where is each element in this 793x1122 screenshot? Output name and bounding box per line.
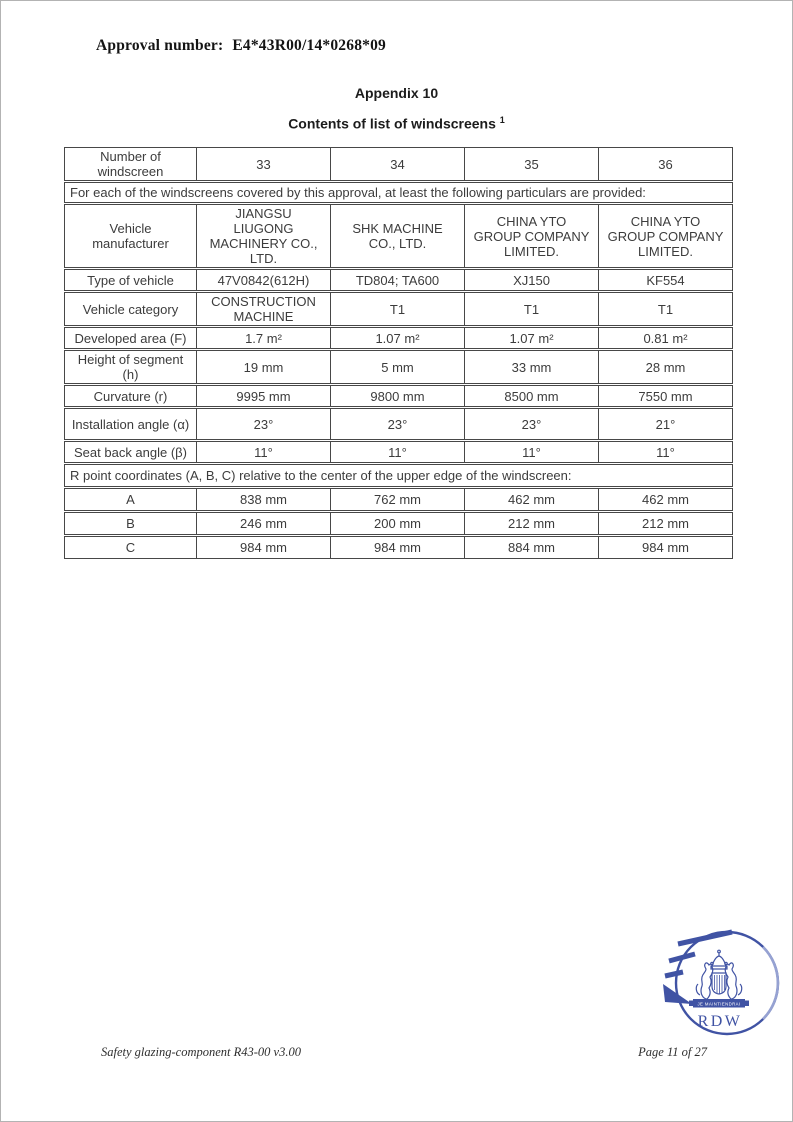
table-cell: 11° — [598, 441, 733, 463]
approval-number-line — [96, 37, 386, 55]
table-cell: XJ150 — [464, 269, 599, 291]
table-cell: 212 mm — [464, 512, 599, 535]
row-label: Installation angle (α) — [64, 408, 197, 440]
table-cell: 21° — [598, 408, 733, 440]
table-cell: 36 — [598, 147, 733, 181]
table-cell: CONSTRUCTION MACHINE — [196, 292, 331, 326]
table-cell: 762 mm — [330, 488, 465, 511]
table-cell: 23° — [464, 408, 599, 440]
table-row-curvature — [64, 385, 733, 407]
row-label: Type of vehicle — [64, 269, 197, 291]
table-cell: 35 — [464, 147, 599, 181]
table-cell: 11° — [196, 441, 331, 463]
table-cell: 33 — [196, 147, 331, 181]
table-cell: 984 mm — [196, 536, 331, 559]
stamp-motto-text: JE MAINTIENDRAI — [697, 1001, 741, 1007]
approval-number-label: Approval number: — [96, 37, 224, 54]
table-row-coordinate-c — [64, 536, 733, 559]
approval-number-value: E4*43R00/14*0268*09 — [232, 37, 386, 54]
r-point-note: R point coordinates (A, B, C) relative to the center of the upper edge of the windscreen: — [64, 464, 733, 487]
table-cell: 33 mm — [464, 350, 599, 384]
table-cell: 7550 mm — [598, 385, 733, 407]
motto-banner — [689, 999, 749, 1008]
table-cell: 28 mm — [598, 350, 733, 384]
row-label: Vehicle manufacturer — [64, 204, 197, 268]
table-cell: T1 — [464, 292, 599, 326]
table-cell: 5 mm — [330, 350, 465, 384]
footer-page-number: Page 11 of 27 — [638, 1045, 707, 1059]
table-cell: 11° — [464, 441, 599, 463]
table-cell: 462 mm — [598, 488, 733, 511]
table-cell: 212 mm — [598, 512, 733, 535]
table-note-row — [64, 182, 733, 203]
page-footer — [101, 1045, 707, 1060]
table-cell: CHINA YTO GROUP COMPANY LIMITED. — [598, 204, 733, 268]
table-row-developed-area — [64, 327, 733, 349]
table-cell: 246 mm — [196, 512, 331, 535]
stamp-rdw-text: RDW — [697, 1013, 743, 1030]
coat-of-arms-icon — [696, 950, 741, 999]
table-cell: 9995 mm — [196, 385, 331, 407]
table-cell: JIANGSU LIUGONG MACHINERY CO., LTD. — [196, 204, 331, 268]
table-cell: 47V0842(612H) — [196, 269, 331, 291]
table-cell: T1 — [330, 292, 465, 326]
table-r-point-note-row — [64, 464, 733, 487]
table-cell: 19 mm — [196, 350, 331, 384]
table-row-seat-back-angle — [64, 441, 733, 463]
table-cell: KF554 — [598, 269, 733, 291]
table-cell: SHK MACHINE CO., LTD. — [330, 204, 465, 268]
table-cell: 984 mm — [330, 536, 465, 559]
table-cell: 23° — [330, 408, 465, 440]
table-row-installation-angle — [64, 408, 733, 440]
table-cell: 200 mm — [330, 512, 465, 535]
table-row-type-of-vehicle — [64, 269, 733, 291]
row-label: C — [64, 536, 197, 559]
table-cell: 8500 mm — [464, 385, 599, 407]
contents-title-text: Contents of list of windscreens — [288, 115, 496, 132]
table-cell: 884 mm — [464, 536, 599, 559]
stamp-wedge — [663, 984, 692, 1004]
table-cell: 34 — [330, 147, 465, 181]
table-row-number-of-windscreen — [64, 147, 733, 181]
table-row-height-of-segment — [64, 350, 733, 384]
table-cell: 838 mm — [196, 488, 331, 511]
rdw-stamp-icon — [650, 927, 793, 1040]
contents-title — [1, 115, 792, 132]
table-row-vehicle-manufacturer — [64, 204, 733, 268]
table-cell: T1 — [598, 292, 733, 326]
table-row-vehicle-category — [64, 292, 733, 326]
table-note: For each of the windscreens covered by this approval, at least the following particulars are provided: — [64, 182, 733, 203]
table-row-coordinate-a — [64, 488, 733, 511]
table-cell: CHINA YTO GROUP COMPANY LIMITED. — [464, 204, 599, 268]
windscreens-table — [64, 147, 733, 559]
row-label: Developed area (F) — [64, 327, 197, 349]
table-cell: 462 mm — [464, 488, 599, 511]
row-label: B — [64, 512, 197, 535]
table-cell: 984 mm — [598, 536, 733, 559]
table-cell: 1.07 m² — [464, 327, 599, 349]
table-cell: 1.7 m² — [196, 327, 331, 349]
row-label: A — [64, 488, 197, 511]
table-cell: 0.81 m² — [598, 327, 733, 349]
row-label: Curvature (r) — [64, 385, 197, 407]
row-label: Number of windscreen — [64, 147, 197, 181]
table-row-coordinate-b — [64, 512, 733, 535]
footer-document-version: Safety glazing-component R43-00 v3.00 — [101, 1045, 301, 1059]
table-cell: 9800 mm — [330, 385, 465, 407]
table-cell: 11° — [330, 441, 465, 463]
table-cell: 1.07 m² — [330, 327, 465, 349]
table-cell: TD804; TA600 — [330, 269, 465, 291]
table-cell: 23° — [196, 408, 331, 440]
row-label: Height of segment (h) — [64, 350, 197, 384]
row-label: Vehicle category — [64, 292, 197, 326]
contents-footnote-marker: 1 — [499, 115, 505, 125]
appendix-title: Appendix 10 — [354, 85, 439, 101]
row-label: Seat back angle (β) — [64, 441, 197, 463]
stamp-circle-highlight — [763, 947, 778, 1019]
